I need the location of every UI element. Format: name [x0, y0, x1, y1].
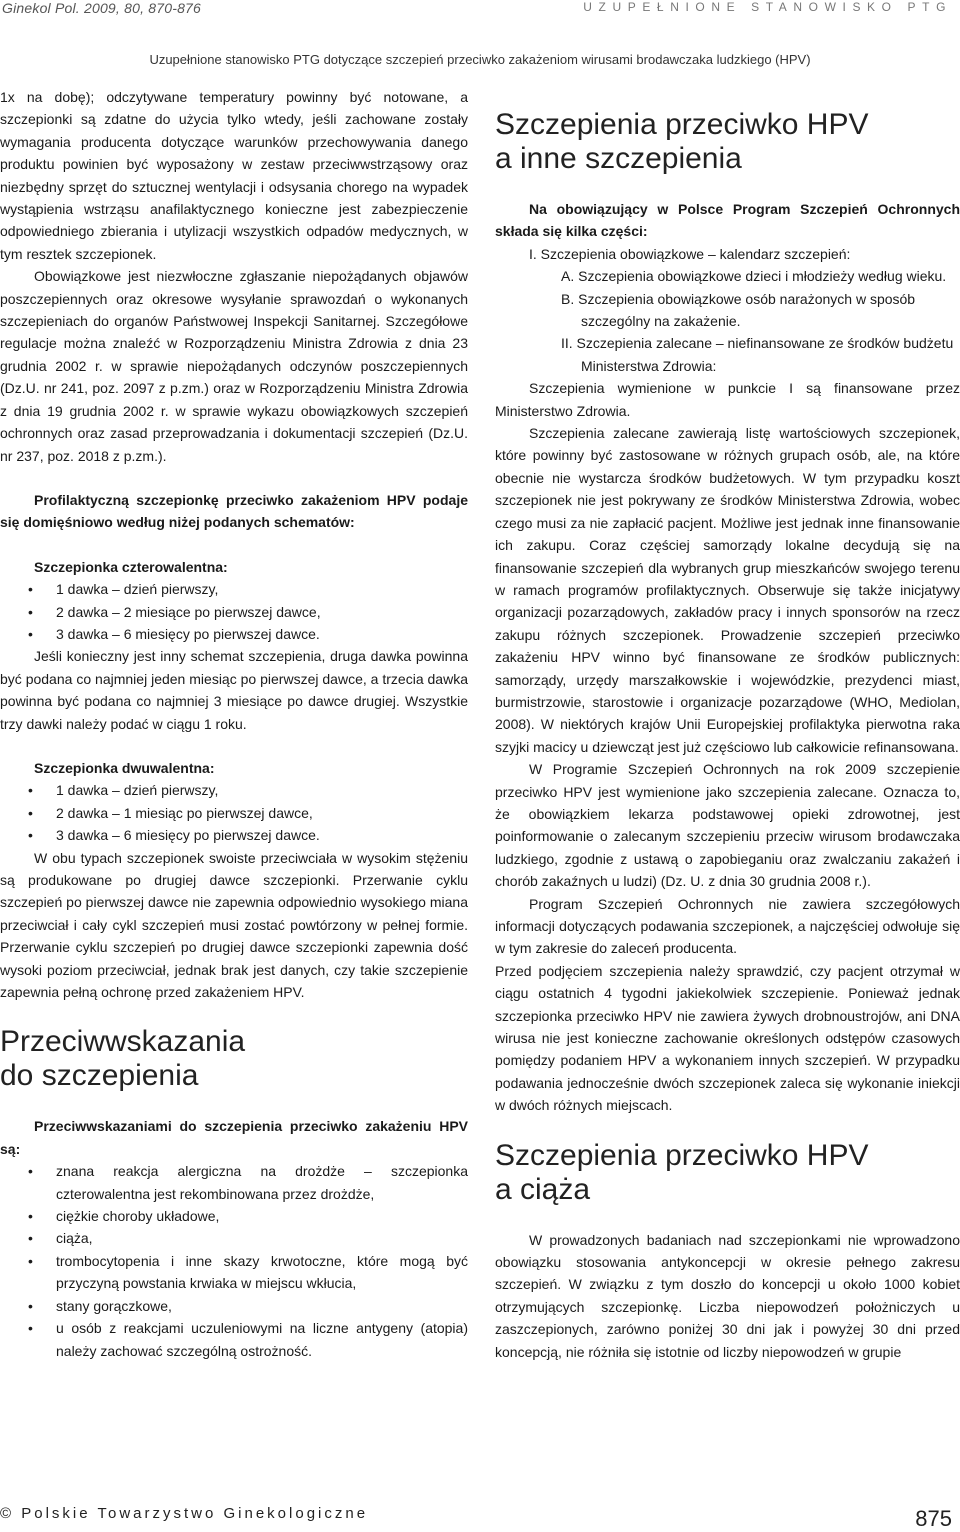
bivalent-heading: Szczepionka dwuwalentna: — [34, 759, 215, 776]
bivalent-schedule-list — [0, 779, 468, 846]
quadrivalent-heading: Szczepionka czterowalentna: — [34, 558, 228, 575]
contraindications-heading: Przeciwwskazaniami do szczepienia przeciwko zakażeniu HPV są: — [0, 1118, 468, 1157]
list-item: • stany gorączkowe, — [56, 1295, 468, 1317]
quadrivalent-schedule-list — [0, 578, 468, 645]
list-item: • trombocytopenia i inne skazy krwotoczne, które mogą być przyczyną powstania krwiaka w miejscu wkłucia, — [56, 1250, 468, 1295]
paragraph: W obu typach szczepionek swoiste przeciwciała w wysokim stężeniu są produkowane po drugiej dawce szczepionki. Przerwanie cyklu szczepień po pierwszej dawce nie zapewnia odpowiednio wysokiego miana przeciwciał i cały cykl szczepień musi zostać powtórzony w pełnej formie. Przerwanie cyklu szczepień po drugiej dawce szczepionki zapewnia dość wysoki poziom przeciwciał, jednak brak jest danych, czy takie szczepienie zapewnia pełną ochronę przed zakażeniem HPV. — [0, 849, 468, 1001]
section-title-line: a inne szczepienia — [495, 142, 742, 175]
contraindications-list — [0, 1160, 468, 1362]
list-item: • 2 dawka – 1 miesiąc po pierwszej dawce, — [56, 802, 468, 824]
section-title — [495, 108, 960, 176]
list-item: • ciąża, — [56, 1227, 468, 1249]
left-column — [0, 86, 468, 1362]
right-column — [495, 86, 960, 1363]
page-number: 875 — [915, 1506, 952, 1531]
section-title — [0, 1025, 468, 1093]
section-title-line: Szczepienia przeciwko HPV — [495, 108, 869, 141]
list-item: • ciężkie choroby układowe, — [56, 1205, 468, 1227]
program-heading: Na obowiązujący w Polsce Program Szczepień Ochronnych składa się kilka części: — [495, 201, 960, 240]
journal-citation: Ginekol Pol. 2009, 80, 870-876 — [2, 0, 202, 16]
schedule-heading: Profilaktyczną szczepionkę przeciwko zakażeniom HPV podaje się domięśniowo według niżej podanych schematów: — [0, 491, 468, 531]
paragraph: Przed podjęciem szczepienia należy sprawdzić, czy pacjent otrzymał w ciągu ostatnich 4 tygodni jakiekolwiek szczepienie. Ponieważ jednak szczepionka przeciwko HPV nie zawiera żywych drobnoustrojów, ani DNA wirusa nie jest konieczne zachowanie określonych odstępów czasowych pomiędzy podaniem HPV a wykonaniem innych szczepień. W przypadku podawania jednocześnie dwóch szczepionek zaleca się wykonanie iniekcji w dwóch różnych miejscach. — [495, 962, 960, 1114]
paragraph: Program Szczepień Ochronnych nie zawiera szczegółowych informacji dotyczących podawania szczepionek, a najczęściej odwołuje się w tym zakresie do zaleceń producenta. — [495, 895, 960, 957]
section-title-line: Szczepienia przeciwko HPV — [495, 1138, 869, 1172]
paragraph: W Programie Szczepień Ochronnych na rok 2009 szczepienie przeciwko HPV jest wymienione jako szczepienia zalecane. Oznacza to, że obowiązkiem lekarza podstawowej opieki zdrowotnej, jest poinformowanie o zalecanym szczepieniu przeciw wirusom brodawczaka ludzkiego, zgodnie z ustawą o zapobieganiu oraz zwalczaniu zakażeń i chorób zakaźnych u ludzi) (Dz. U. z dnia 30 grudnia 2008 r.). — [495, 761, 960, 890]
society-credit: © Polskie Towarzystwo Ginekologiczne — [0, 1505, 369, 1522]
list-item: • 3 dawka – 6 miesięcy po pierwszej dawce. — [56, 623, 468, 645]
list-item: • 3 dawka – 6 miesięcy po pierwszej dawce. — [56, 824, 468, 846]
list-item: • 1 dawka – dzień pierwszy, — [56, 578, 468, 600]
list-item: • 1 dawka – dzień pierwszy, — [56, 779, 468, 801]
paragraph: Szczepienia zalecane zawierają listę wartościowych szczepionek, które powinny być zastosowane w różnych grupach osób, ale, na które obecnie nie wystarcza środków budżetowych. W tym przypadku koszt szczepionek nie jest pokrywany ze środków Ministerstwa Zdrowia, wobec czego musi za nie zapłacić pacjent. Możliwe jest jednak inne finansowanie ich zakupu. Coraz częściej samorządy lokalne decydują się na finansowanie szczepień dla wybranych grup mieszkańców swojego terenu w ramach programów profilaktycznych. Obserwuje się także inicjatywy organizacji pozarządowych, zakładów pracy i innych sponsorów na rzecz zakupu różnych szczepionek. Prowadzenie szczepień przeciwko zakażeniu HPV winno być finansowane ze środków publicznych: samorządy, urzędy marszałkowskie i wojewódzkie, prezydenci miast, burmistrzowie, starostowie i organizacje pozarządowe (WHO, Mediolan, 2008). W niektórych krajów Unii Europejskiej profilaktyka pierwotna raka szyjki macicy u dziewcząt jest już częściowo lub całkowicie refinansowana. — [495, 425, 960, 755]
list-item: • u osób z reakcjami uczuleniowymi na liczne antygeny (atopia) należy zachować szczególną ostrożność. — [56, 1317, 468, 1362]
program-part: I. Szczepienia obowiązkowe – kalendarz szczepień: — [529, 245, 851, 262]
list-item: • znana reakcja alergiczna na drożdże – szczepionka czterowalentna jest rekombinowana przez drożdże, — [56, 1160, 468, 1205]
program-part: II. Szczepienia zalecane – niefinansowane ze środków budżetu Ministerstwa Zdrowia: — [561, 335, 954, 374]
program-subpart: B. Szczepienia obowiązkowe osób narażonych w sposób szczególny na zakażenie. — [561, 290, 916, 330]
section-title-line: a ciąża — [495, 1172, 591, 1206]
section-label: UZUPEŁNIONE STANOWISKO PTG — [583, 0, 952, 14]
paragraph: W prowadzonych badaniach nad szczepionkami nie wprowadzono obowiązku stosowania antykoncepcji w okresie pełnego zakresu szczepień. W związku z tym doszło do koncepcji u około 1000 kobiet otrzymujących szczepionkę. Liczba niepowodzeń położniczych u zaszczepionych, zarówno poniżej 30 dni jak i powyżej 30 dni przed koncepcją, nie różniła się istotnie od liczby niepowodzeń w grupie — [495, 1231, 960, 1360]
section-title — [495, 1139, 960, 1207]
paragraph: Jeśli konieczny jest inny schemat szczepienia, druga dawka powinna być podana co najmniej jeden miesiąc po pierwszej dawce, a trzecia dawka powinna być podana co najmniej 3 miesiące po dawce drugiej. Wszystkie trzy dawki należy podać w ciągu 1 roku. — [0, 648, 468, 732]
paragraph: Obowiązkowe jest niezwłoczne zgłaszanie niepożądanych objawów poszczepiennych oraz okresowe wysyłanie sprawozdań o wykonanych szczepieniach do organów Państwowej Inspekcji Sanitarnej. Szczegółowe regulacje można znaleźć w Rozporządzeniu Ministra Zdrowia z dnia 23 grudnia 2002 r. w sprawie niepożądanych odczynów poszczepiennych (Dz.U. nr 241, poz. 2097 z p.zm.) oraz w Rozporządzeniu Ministra Zdrowia z dnia 19 grudnia 2002 r. w sprawie wykazu obowiązkowych szczepień ochronnych oraz zasad przeprowadzania i dokumentacji szczepień (Dz.U. nr 237, poz. 2018 z p.zm.). — [0, 268, 468, 464]
section-title-line: Przeciwwskazania — [0, 1025, 246, 1059]
list-item: • 2 dawka – 2 miesiące po pierwszej dawce, — [56, 601, 468, 623]
paragraph: Szczepienia wymienione w punkcie I są finansowane przez Ministerstwo Zdrowia. — [495, 380, 960, 419]
program-subpart: A. Szczepienia obowiązkowe dzieci i młodzieży według wieku. — [561, 268, 947, 285]
section-title-line: do szczepienia — [0, 1059, 199, 1093]
running-title: Uzupełnione stanowisko PTG dotyczące szczepień przeciwko zakażeniom wirusami brodawczaka ludzkiego (HPV) — [149, 52, 811, 67]
paragraph: 1x na dobę); odczytywane temperatury powinny być notowane, a szczepionki są zdatne do użycia tylko wtedy, jeśli zachowane zostały wymagania producenta dotyczące warunków przechowywania danego produktu powinien być wyposażony w zestaw przeciwwstrząsowy oraz niezbędny sprzęt do sztucznej wentylacji i odsysania chorego na wypadek wystąpienia wstrząsu anafilaktycznego konieczne jest zabezpieczenie odpowiedniego zbierania i utylizacji wszystkich odpadów medycznych, w tym resztek szczepionek. — [0, 89, 468, 262]
